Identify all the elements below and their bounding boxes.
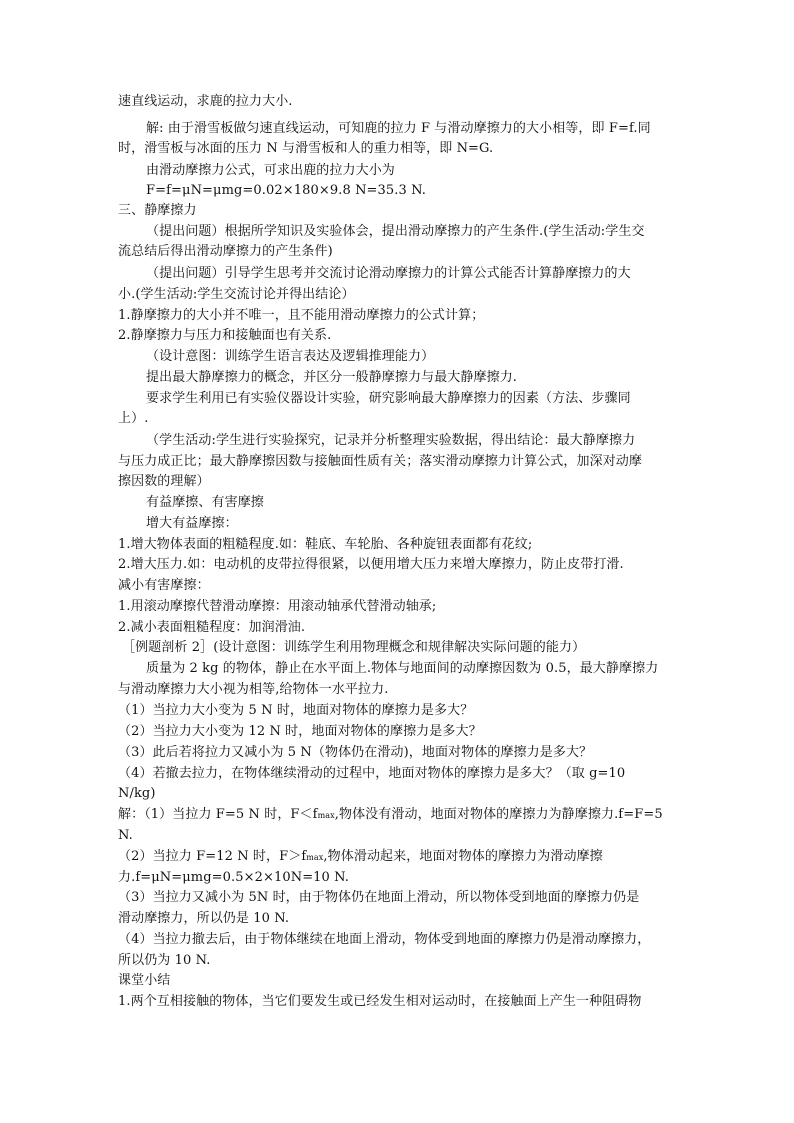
subheading: 减小有害摩擦： — [118, 578, 210, 593]
text-line: 与滑动摩擦力大小视为相等,给物体一水平拉力. — [118, 682, 389, 697]
text-line: 解: 由于滑雪板做匀速直线运动，可知鹿的拉力 F 与滑动摩擦力的大小相等，即 F=f.同 — [146, 121, 651, 136]
list-item: 1.用滚动摩擦代替滑动摩擦：用滚动轴承代替滑动轴承; — [118, 599, 437, 614]
text-line: 速直线运动，求鹿的拉力大小. — [118, 94, 293, 109]
text-line: 提出最大静摩擦力的概念，并区分一般静摩擦力与最大静摩擦力. — [146, 370, 518, 385]
text-line: 所以仍为 10 N. — [118, 953, 211, 968]
text-line: 要求学生利用已有实验仪器设计实验，研究影响最大静摩擦力的因素（方法、步骤同 — [146, 391, 631, 406]
subheading: 增大有益摩擦： — [146, 516, 238, 531]
list-item: 1.增大物体表面的粗糙程度.如：鞋底、车轮胎、各种旋钮表面都有花纹; — [118, 537, 533, 552]
text-line: （提出问题）引导学生思考并交流讨论滑动摩擦力的计算公式能否计算静摩擦力的大 — [146, 266, 631, 281]
question-item: （1）当拉力大小变为 5 N 时，地面对物体的摩擦力是多大？ — [118, 703, 474, 718]
question-item: （3）此后若将拉力又减小为 5 N（物体仍在滑动)，地面对物体的摩擦力是多大？ — [118, 745, 593, 760]
list-item: 2.静摩擦力与压力和接触面也有关系. — [118, 328, 332, 343]
formula-line: F=f=μN=μmg=0.02×180×9.8 N=35.3 N. — [146, 183, 426, 198]
text-line: （学生活动:学生进行实验探究，记录并分析整理实验数据，得出结论：最大静摩擦力 — [146, 433, 636, 448]
list-item: 2.减小表面粗糙程度：加润滑油. — [118, 620, 306, 635]
answer-line: （4）当拉力撤去后，由于物体继续在地面上滑动，物体受到地面的摩擦力仍是滑动摩擦力， — [118, 932, 651, 947]
text-line: 小.(学生活动:学生交流讨论并得出结论） — [118, 287, 355, 302]
section-heading: 三、静摩擦力 — [118, 203, 197, 218]
text-line: 由滑动摩擦力公式，可求出鹿的拉力大小为 — [146, 163, 395, 178]
text-line: N. — [118, 828, 133, 843]
example-heading: ［例题剖析 2］(设计意图：训练学生利用物理概念和规律解决实际问题的能力） — [122, 640, 586, 655]
question-item: （2）当拉力大小变为 12 N 时，地面对物体的摩擦力是多大？ — [118, 724, 482, 739]
text-line: 质量为 2 kg 的物体，静止在水平面上.物体与地面间的动摩擦因数为 0.5，最大静摩擦力 — [146, 661, 659, 676]
text-line: 擦因数的理解） — [118, 474, 210, 489]
text-line: N/kg) — [118, 786, 156, 801]
question-item: （4）若撤去拉力，在物体继续滑动的过程中，地面对物体的摩擦力是多大？（取 g=10 — [118, 766, 626, 781]
text-line: （设计意图：训练学生语言表达及逻辑推理能力） — [146, 349, 435, 364]
answer-line: 解：（1）当拉力 F=5 N 时，F＜fmax,物体没有滑动，地面对物体的摩擦力为静摩擦力.f=F=5 — [118, 807, 663, 822]
text-line: 上）. — [118, 411, 149, 426]
text-line: 与压力成正比；最大静摩擦因数与接触面性质有关；落实滑动摩擦力计算公式，加深对动摩 — [118, 454, 643, 469]
answer-line: （3）当拉力又减小为 5N 时，由于物体仍在地面上滑动，所以物体受到地面的摩擦力仍是 — [118, 890, 640, 905]
text-line: 流总结后得出滑动摩擦力的产生条件) — [118, 244, 333, 259]
text-line: 时，滑雪板与冰面的压力 N 与滑雪板和人的重力相等，即 N=G. — [118, 141, 494, 156]
list-item: 2.增大压力.如：电动机的皮带拉得很紧，以便用增大压力来增大摩擦力，防止皮带打滑. — [118, 557, 624, 572]
text-line: 1.两个互相接触的物体，当它们要发生或已经发生相对运动时，在接触面上产生一种阻碍物 — [118, 994, 642, 1009]
list-item: 1.静摩擦力的大小并不唯一，且不能用滑动摩擦力的公式计算； — [118, 308, 485, 323]
text-line: 力.f=μN=μmg=0.5×2×10N=10 N. — [118, 870, 350, 885]
section-heading: 课堂小结 — [118, 973, 171, 988]
subheading: 有益摩擦、有害摩擦 — [146, 495, 264, 510]
text-line: 滑动摩擦力，所以仍是 10 N. — [118, 911, 290, 926]
text-line: （提出问题）根据所学知识及实验体会，提出滑动摩擦力的产生条件.(学生活动:学生交 — [146, 224, 645, 239]
answer-line: （2）当拉力 F=12 N 时，F＞fmax,物体滑动起来，地面对物体的摩擦力为滑动摩擦 — [118, 849, 603, 864]
